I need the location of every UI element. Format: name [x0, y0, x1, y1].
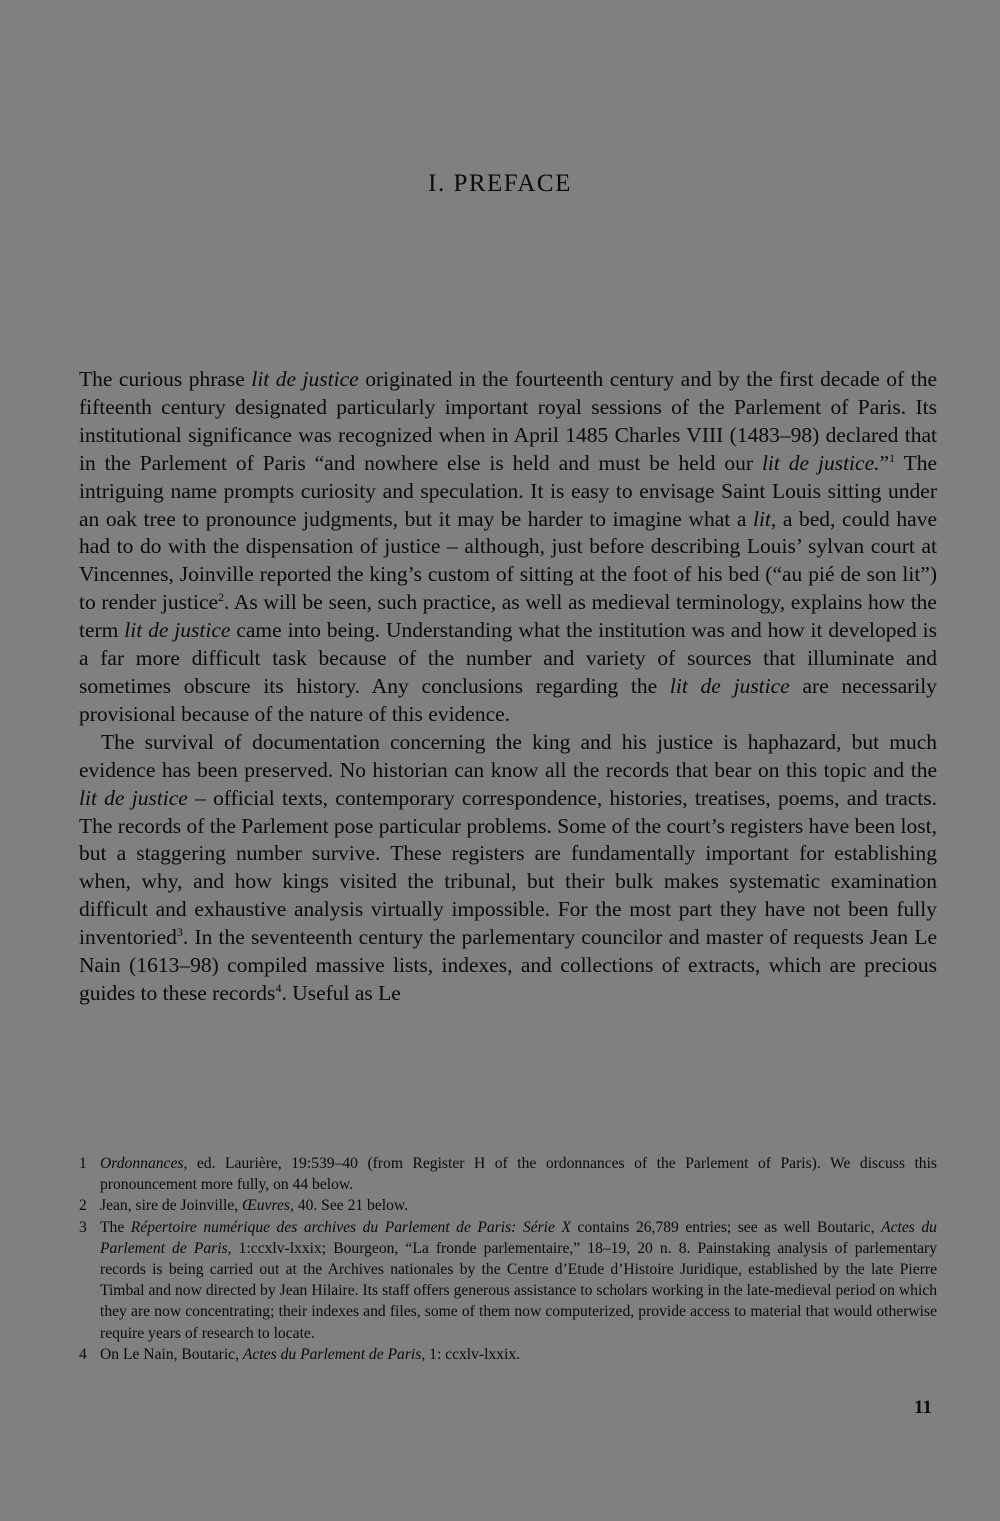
- footnote-text: , ed. Laurière, 19:539–40 (from Register H of the ordonnances of the Parlement of Paris). We discuss this pronouncement more fully, on 44 below.: [100, 1155, 937, 1194]
- text-run: . Useful as Le: [281, 980, 401, 1005]
- italic-title: Actes du Parlement de Paris: [100, 1218, 937, 1257]
- italic-term: lit de justice: [124, 618, 231, 643]
- text-run: a bed, could have had to do with the dispensation of justice – although, just before describing Louis’ sylvan court at Vincennes, Joinville reported the king’s custom of sitting at the foot of his bed (“au pié de son lit”) to render justice: [79, 506, 937, 615]
- paragraph-2: [79, 729, 937, 1008]
- footnote-1: [79, 1153, 937, 1195]
- text-run: The intriguing name prompts curiosity and speculation. It is easy to envisage Saint Louis sitting under an oak tree to pronounce judgments, but it may be harder to imagine what a: [79, 450, 937, 531]
- italic-term: lit de justice: [79, 785, 188, 810]
- footnote-ref-2[interactable]: 2: [218, 590, 225, 605]
- footnote-text: On Le Nain, Boutaric,: [100, 1345, 243, 1363]
- paragraph-1: [79, 366, 937, 729]
- footnote-ref-3[interactable]: 3: [176, 925, 183, 940]
- italic-title: Actes du Parlement de Paris: [242, 1345, 422, 1363]
- footnote-ref-4[interactable]: 4: [275, 980, 282, 995]
- footnote-2: [79, 1195, 937, 1216]
- text-run: are necessarily provisional because of the nature of this evidence.: [79, 673, 937, 726]
- italic-term: lit de justice.: [761, 450, 880, 475]
- footnote-number: 2: [79, 1197, 87, 1215]
- footnotes: [79, 1153, 937, 1365]
- footnote-text: , 1:ccxlv-lxxix; Bourgeon, “La fronde parlementaire,” 18–19, 20 n. 8. Painstaking analysis of parlementary records is being carried out at the Archives nationales by the Centre d’Etude d’Histoire Juridique, established by the late Pierre Timbal and now directed by Jean Hilaire. Its staff offers generous assistance to scholars working in the late-medieval period on which they are now concentrating; their indexes and files, some of them now computerized, provide access to material that would otherwise require years of research to locate.: [100, 1239, 938, 1342]
- footnote-text: , 1: ccxlv-lxxix.: [421, 1345, 521, 1363]
- italic-title: Ordonnances: [100, 1155, 184, 1172]
- footnote-text: contains 26,789 entries; see as well Boutaric,: [570, 1218, 882, 1236]
- footnote-3: [79, 1217, 937, 1344]
- chapter-title: I. PREFACE: [428, 170, 572, 197]
- italic-title: Répertoire numérique des archives du Parlement de Paris: Série X: [130, 1218, 571, 1236]
- footnote-text: , 40. See 21 below.: [289, 1197, 409, 1215]
- text-run: ”: [879, 450, 890, 475]
- text-run: The survival of documentation concerning the king and his justice is haphazard, but much evidence has been preserved. No historian can know all the records that bear on this topic and the: [79, 729, 937, 782]
- text-run: . In the seventeenth century the parlementary councilor and master of requests Jean Le Nain (1613–98) compiled massive lists, indexes, and collections of extracts, which are precious guides to these records: [79, 925, 937, 1005]
- italic-term: lit de justice: [669, 673, 790, 698]
- footnote-4: [79, 1344, 937, 1365]
- footnote-text: Jean, sire de Joinville,: [100, 1197, 243, 1215]
- page-number: 11: [914, 1397, 932, 1418]
- text-run: . As will be seen, such practice, as well as medieval terminology, explains how the term: [79, 590, 937, 643]
- main-text: [79, 366, 937, 1008]
- text-run: originated in the fourteenth century and by the first decade of the fifteenth century designated particularly important royal sessions of the Parlement of Paris. Its institutional significance was recognized when in April 1485 Charles VIII (1483–98) declared that in the Parlement of Paris “and nowhere else is held and must be held our: [79, 367, 937, 475]
- footnote-number: 4: [79, 1345, 87, 1363]
- footnote-text: The: [100, 1218, 131, 1236]
- footnote-ref-1[interactable]: 1: [889, 450, 896, 465]
- footnote-number: 1: [79, 1155, 87, 1172]
- text-run: – official texts, contemporary correspondence, histories, treatises, poems, and tracts. The records of the Parlement pose particular problems. Some of the court’s registers have been lost, but a staggering number survive. These registers are fundamentally important for establishing when, why, and how kings visited the tribunal, but their bulk makes systematic examination difficult and exhaustive analysis virtually impossible. For the most part they have not been fully inventoried: [79, 785, 937, 950]
- italic-title: Œuvres: [242, 1197, 290, 1215]
- italic-term: lit de justice: [251, 367, 359, 391]
- text-run: The curious phrase: [79, 367, 252, 391]
- footnote-number: 3: [79, 1218, 87, 1236]
- text-run: came into being. Understanding what the institution was and how it developed is a far more difficult task because of the number and variety of sources that illuminate and sometimes obscure its history. Any conclusions regarding the: [79, 618, 937, 698]
- italic-term: lit,: [752, 506, 777, 531]
